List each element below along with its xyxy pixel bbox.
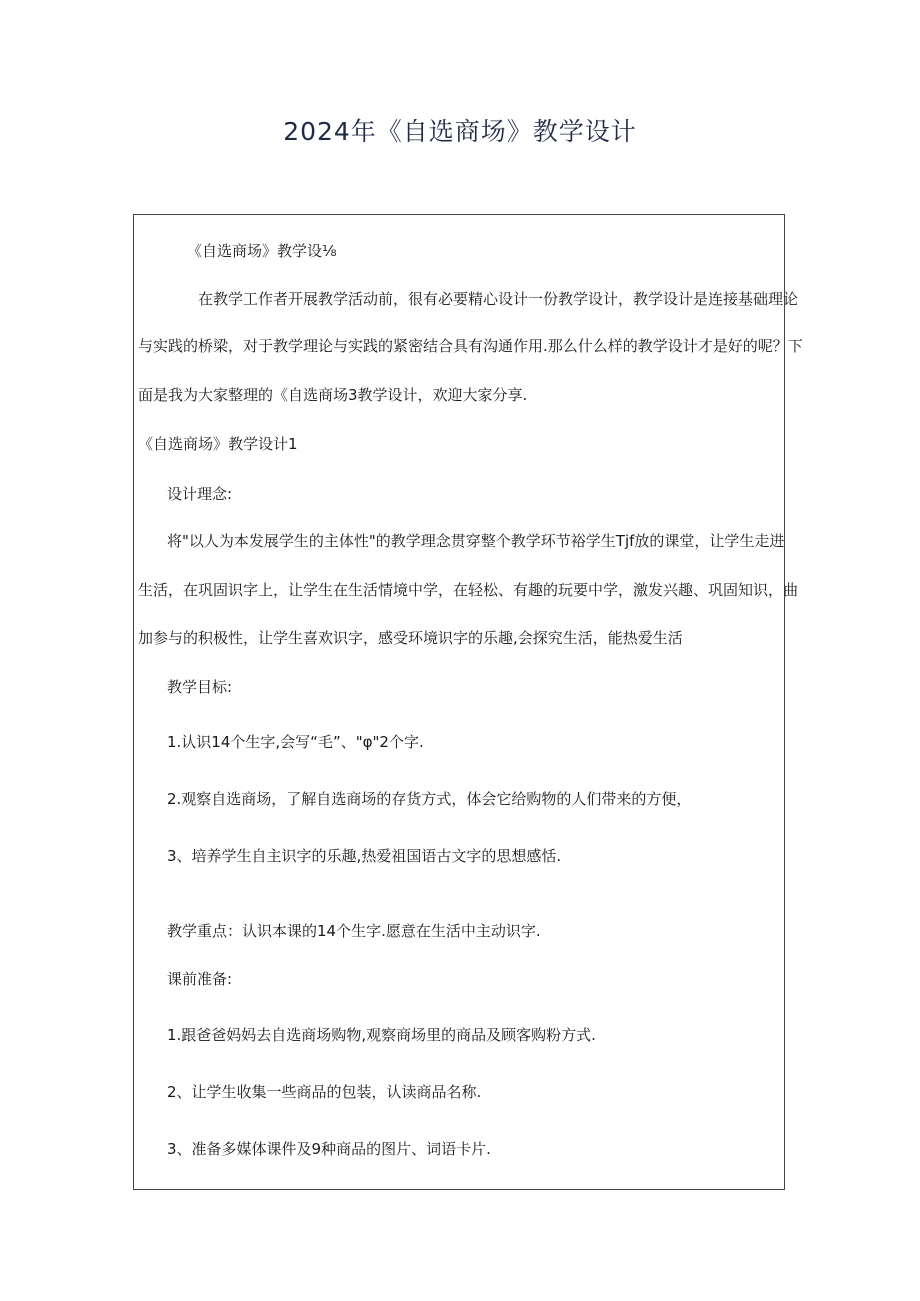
prep-item-1: 1.跟爸爸妈妈去自选商场购物,观察商场里的商品及顾客购粉方式.	[167, 1026, 596, 1044]
concept-line-3: 加参与的积极性，让学生喜欢识字，感受环境识字的乐趣,会探究生活，能热爱生活	[138, 629, 683, 647]
concept-line-1: 将"以人为本发展学生的主体性"的教学理念贯穿整个教学环节裕学生Tjf放的课堂，让学生走进	[167, 532, 785, 550]
content-frame	[133, 214, 803, 1190]
goal-item-2: 2.观察自选商场，了解自选商场的存货方式，体会它给购物的人们带来的方便，	[167, 790, 692, 808]
prep-item-2: 2、让学生收集一些商品的包装，认读商品名称.	[167, 1083, 482, 1101]
prep-item-3: 3、准备多媒体课件及9种商品的图片、词语卡片.	[167, 1140, 491, 1158]
goal-item-3: 3、培养学生自主识字的乐趣,热爱祖国语古文字的思想感恬.	[167, 847, 562, 865]
prep-label: 课前准备:	[167, 970, 233, 988]
key-points-line: 教学重点：认识本课的14个生字.愿意在生活中主动识字.	[167, 922, 541, 940]
page-title: 2024年《自选商场》教学设计	[283, 117, 637, 146]
section-heading: 《自选商场》教学设计1	[138, 435, 298, 453]
concept-label: 设计理念:	[167, 485, 233, 503]
intro-line-1: 在教学工作者开展教学活动前，很有必要精心设计一份教学设计，教学设计是连接基础理论	[198, 290, 799, 308]
intro-line-2: 与实践的桥梁，对于教学理论与实践的紧密结合具有沟通作用.那么什么样的教学设计才是好的呢？下	[138, 337, 803, 355]
goal-item-1: 1.认识14个生字,会写“毛”、"φ"2个字.	[167, 733, 424, 751]
concept-line-2: 生活，在巩固识字上，让学生在生活情境中学，在轻松、有趣的玩要中学，激发兴趣、巩固知识，曲	[138, 581, 799, 599]
goals-label: 教学目标:	[167, 678, 233, 696]
intro-line-3: 面是我为大家整理的《自选商场3教学设计，欢迎大家分享.	[138, 386, 528, 404]
subtitle-line: 《自选商场》教学设⅛	[187, 242, 337, 260]
